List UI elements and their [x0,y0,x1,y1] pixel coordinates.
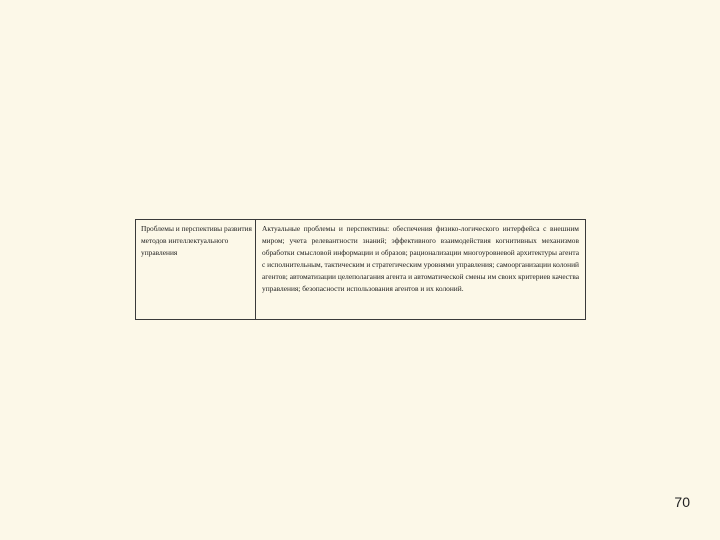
page-number: 70 [674,494,690,510]
description-cell: Актуальные проблемы и перспективы: обеспечения физико-логического интерфейса с внешним миром; учета релевантности знаний; эффективного взаимодействия когнитивных механизмов обработки смысловой информации и образов; рационализации многоуровневой архитектуры агента с исполнительным, тактическим и стратегическим уровнями управления; самоорганизации колоний агентов; автоматизации целеполагания агента и автоматической смены им своих критериев качества управления; безопасности использования агентов и их колоний. [262,224,579,293]
content-table [135,219,586,320]
topic-cell: Проблемы и перспективы развития методов интеллектуального управления [136,220,256,319]
